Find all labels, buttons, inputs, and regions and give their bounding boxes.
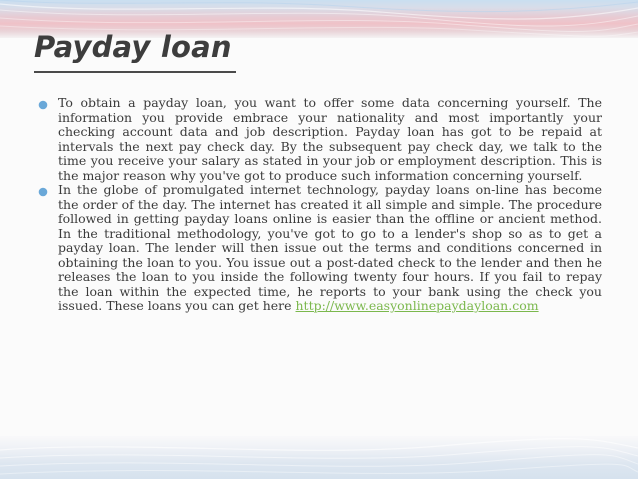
bottom-decorative-band xyxy=(0,436,638,479)
bullet-item-1 xyxy=(34,96,602,183)
website-link[interactable]: http://www.easyonlinepaydayloan.com xyxy=(295,298,539,313)
slide-title: Payday loan xyxy=(34,30,232,64)
title-underline xyxy=(34,71,236,73)
bullet-circle-icon xyxy=(38,187,48,197)
bullet-circle-icon xyxy=(38,100,48,110)
bullet-item-2 xyxy=(34,183,602,314)
bullet-text-2-body: In the globe of promulgated internet technology, payday loans on-line has become the order of the day. The internet has created it all simple and simple. The procedure followed in getting payday loans online is easier than the offline or ancient method. In the traditional methodology, you've got to go to a lender's shop so as to get a payday loan. The lender will then issue out the terms and conditions concerned in obtaining the loan to you. You issue out a post-dated check to the lender and then he releases the loan to you inside the following twenty four hours. If you fail to repay the loan within the expected time, he reports to your bank using the check you issued. These loans you can get here xyxy=(58,182,602,313)
bullet-text-1: To obtain a payday loan, you want to offer some data concerning yourself. The information you provide embrace your nationality and most importantly your checking account data and job description. Payday loan has got to be repaid at intervals the next pay check day. By the subsequent pay check day, we talk to the time you receive your salary as stated in your job or employment description. This is the major reason why you've got to produce such information concerning yourself. xyxy=(58,95,602,183)
bullet-text-2 xyxy=(58,183,602,314)
bullet-list xyxy=(34,96,602,314)
bottom-wave-decoration xyxy=(0,436,638,479)
